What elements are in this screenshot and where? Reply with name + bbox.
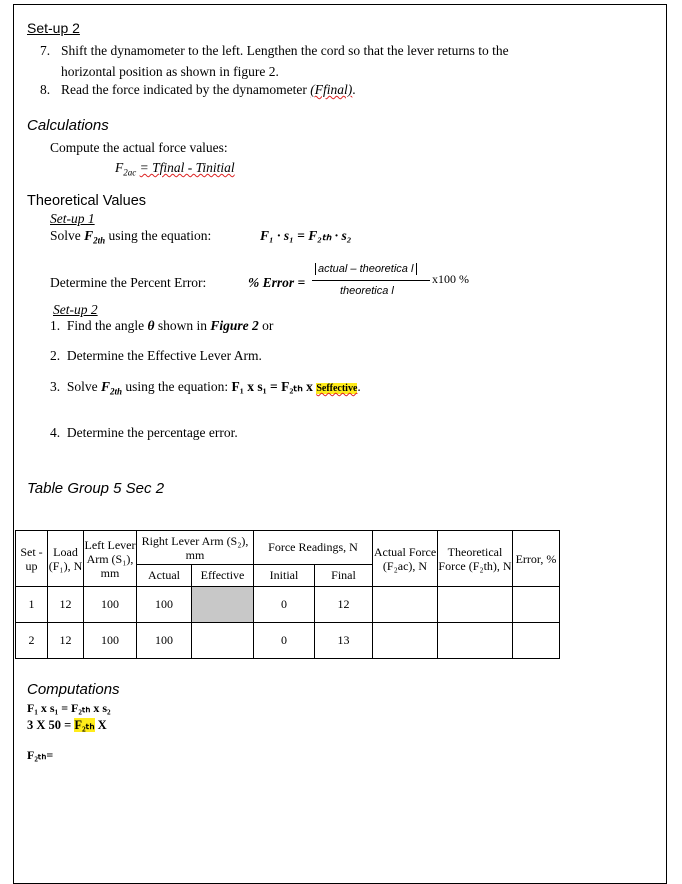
item-3 bbox=[50, 379, 361, 397]
solve-pre: Solve bbox=[50, 228, 81, 243]
cell-error bbox=[513, 623, 560, 659]
header-setup: Set -up bbox=[16, 531, 48, 587]
cell-right-actual: 100 bbox=[137, 623, 192, 659]
item-3-pre: Solve bbox=[66, 379, 98, 394]
header-error: Error, % bbox=[513, 531, 560, 587]
item-3-seffective: Seffective bbox=[316, 383, 358, 394]
solve-var-sub: 2th bbox=[93, 235, 106, 246]
percent-error-label: Determine the Percent Error: bbox=[50, 275, 207, 290]
item-1-figure: Figure 2 bbox=[210, 318, 259, 333]
data-table bbox=[15, 530, 560, 659]
computations-line1: F₁ x s₁ = F₂ₜₕ x s₂ bbox=[27, 701, 111, 715]
eq-rhs: = Tfinal - Tinitial bbox=[139, 160, 235, 175]
item-1-pre: Find the angle bbox=[66, 318, 145, 333]
moment-equation: F₁ · s₁ = F₂ₜₕ · s₂ bbox=[260, 228, 352, 243]
cell-initial: 0 bbox=[254, 623, 315, 659]
cell-load: 12 bbox=[48, 587, 84, 623]
eq-lhs-sub: 2ac bbox=[123, 167, 137, 178]
computations-line2 bbox=[27, 717, 107, 733]
header-load: Load (F₁), N bbox=[48, 531, 84, 587]
cell-theoretical-force bbox=[438, 623, 513, 659]
cell-actual-force bbox=[373, 587, 438, 623]
item-3-end: . bbox=[357, 379, 361, 394]
actual-force-equation bbox=[115, 160, 235, 178]
cell-right-effective bbox=[192, 623, 254, 659]
solve-post: using the equation: bbox=[108, 228, 212, 243]
item-4-text: Determine the percentage error. bbox=[66, 425, 238, 440]
item-1-mid: shown in bbox=[157, 318, 208, 333]
header-force-readings: Force Readings, N bbox=[254, 531, 373, 565]
item-1-post: or bbox=[262, 318, 274, 333]
item-2 bbox=[50, 348, 262, 364]
setup2-heading: Set-up 2 bbox=[27, 20, 80, 36]
fraction-bar bbox=[312, 280, 430, 281]
pe-num-text: actual – theoretica l bbox=[318, 263, 414, 275]
header-actual-force: Actual Force (F₂ac), N bbox=[373, 531, 438, 587]
setup1-label: Set-up 1 bbox=[50, 211, 95, 226]
computations-line3: F₂ₜₕ= bbox=[27, 748, 54, 762]
header-theoretical-force: Theoretical Force (F₂th), N bbox=[438, 531, 513, 587]
step-7-line2: horizontal position as shown in figure 2. bbox=[61, 64, 279, 79]
percent-error-multiplier: x100 % bbox=[432, 272, 469, 286]
computations-line2-highlight: F₂ₜₕ bbox=[74, 718, 95, 732]
step-7-line1: Shift the dynamometer to the left. Lengthen the cord so that the lever returns to the bbox=[61, 43, 509, 58]
computations-line2-pre: 3 X 50 = bbox=[27, 718, 72, 732]
table-title: Table Group 5 Sec 2 bbox=[27, 480, 165, 497]
cell-actual-force bbox=[373, 623, 438, 659]
cell-final: 12 bbox=[315, 587, 373, 623]
cell-initial: 0 bbox=[254, 587, 315, 623]
item-3-mid: using the equation: bbox=[125, 379, 229, 394]
percent-error-lhs: % Error = bbox=[248, 275, 306, 290]
document-page bbox=[13, 4, 667, 884]
eq-lhs: F bbox=[115, 160, 124, 175]
cell-left-arm: 100 bbox=[84, 587, 137, 623]
item-3-var-sub: 2th bbox=[110, 386, 123, 397]
cell-left-arm: 100 bbox=[84, 623, 137, 659]
cell-final: 13 bbox=[315, 623, 373, 659]
header-left-arm: Left Lever Arm (S₁), mm bbox=[84, 531, 137, 587]
step-7-number: 7. bbox=[40, 43, 51, 58]
cell-set: 1 bbox=[16, 587, 48, 623]
cell-error bbox=[513, 587, 560, 623]
step-8-number: 8. bbox=[40, 82, 51, 97]
cell-right-actual: 100 bbox=[137, 587, 192, 623]
item-2-num: 2. bbox=[50, 348, 61, 363]
header-right-arm: Right Lever Arm (S₂), mm bbox=[137, 531, 254, 565]
solve-var: F bbox=[84, 228, 94, 243]
item-3-eq: F₁ x s₁ = F₂ₜₕ x bbox=[231, 379, 313, 394]
step-8-line bbox=[61, 82, 356, 98]
computations-heading: Computations bbox=[27, 681, 120, 698]
header-force-initial: Initial bbox=[254, 565, 315, 587]
table-row bbox=[16, 587, 560, 623]
percent-error-numerator bbox=[315, 263, 417, 275]
item-1-num: 1. bbox=[50, 318, 61, 333]
item-3-var: F bbox=[101, 379, 111, 394]
item-4 bbox=[50, 425, 238, 441]
calculations-text: Compute the actual force values: bbox=[50, 140, 228, 155]
cell-theoretical-force bbox=[438, 587, 513, 623]
item-1 bbox=[50, 318, 273, 334]
step-8-text: Read the force indicated by the dynamometer bbox=[61, 82, 307, 97]
item-1-theta: θ bbox=[147, 318, 155, 333]
item-3-num: 3. bbox=[50, 379, 61, 394]
header-force-final: Final bbox=[315, 565, 373, 587]
percent-error-denominator: theoretica l bbox=[340, 285, 394, 297]
item-4-num: 4. bbox=[50, 425, 61, 440]
header-right-effective: Effective bbox=[192, 565, 254, 587]
header-right-actual: Actual bbox=[137, 565, 192, 587]
cell-right-effective bbox=[192, 587, 254, 623]
solve-line bbox=[50, 228, 211, 246]
cell-load: 12 bbox=[48, 623, 84, 659]
item-2-text: Determine the Effective Lever Arm. bbox=[66, 348, 262, 363]
step-8-ffinal: (Ffinal) bbox=[310, 82, 353, 97]
table-row bbox=[16, 623, 560, 659]
calculations-heading: Calculations bbox=[27, 117, 109, 134]
computations-line2-post: X bbox=[97, 718, 107, 732]
setup2-label: Set-up 2 bbox=[53, 302, 98, 317]
cell-set: 2 bbox=[16, 623, 48, 659]
step-8-end: . bbox=[352, 82, 356, 97]
theoretical-heading: Theoretical Values bbox=[27, 193, 147, 209]
